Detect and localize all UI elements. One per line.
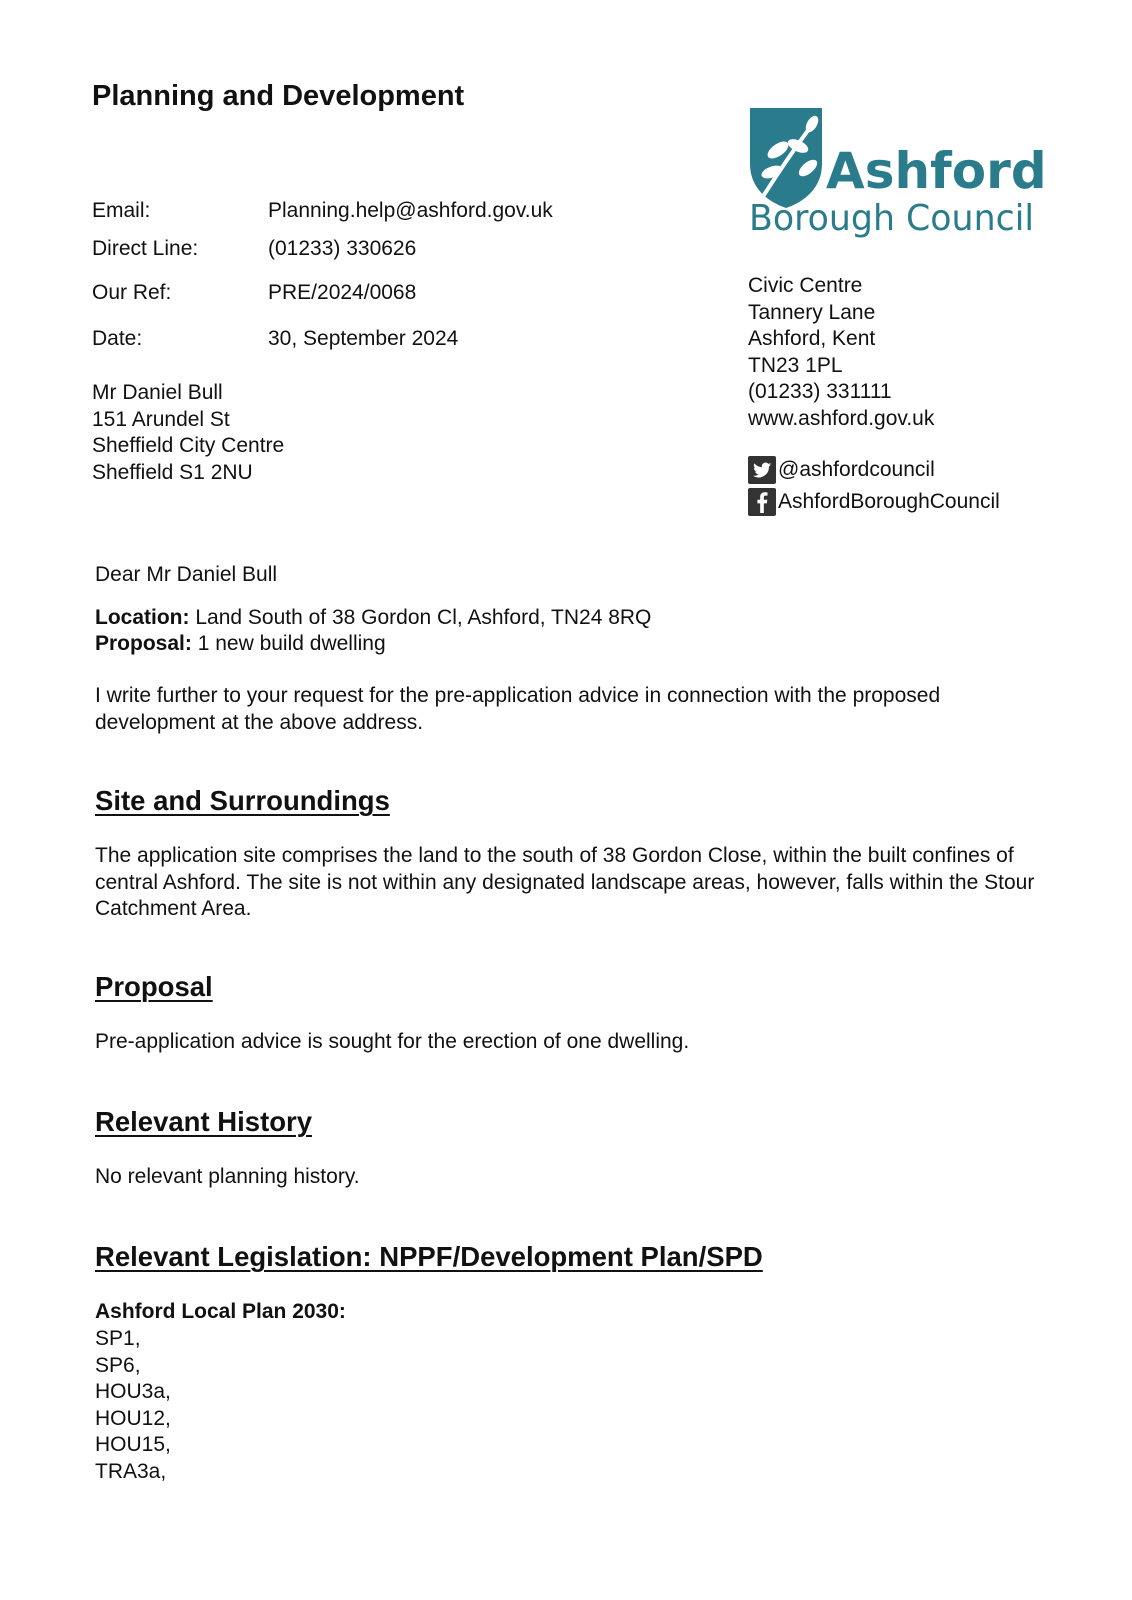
meta-row-date: [92, 327, 652, 355]
meta-value-direct-line: (01233) 330626: [268, 237, 417, 260]
site-heading: Site and Surroundings: [95, 785, 390, 816]
twitter-handle-text: @ashfordcouncil: [778, 458, 935, 481]
meta-label: Direct Line:: [92, 237, 199, 260]
local-plan-title-text: Ashford Local Plan 2030:: [95, 1300, 346, 1323]
council-phone: (01233) 331111: [748, 380, 892, 403]
policy-item: HOU12,: [95, 1406, 171, 1430]
council-address-line: Tannery Lane: [748, 300, 876, 324]
meta-value-date: 30, September 2024: [268, 327, 459, 350]
meta-label: Our Ref:: [92, 281, 172, 304]
policy-item: HOU3a,: [95, 1380, 171, 1403]
council-address-line: Civic Centre: [748, 274, 863, 297]
facebook-handle-text: AshfordBoroughCouncil: [778, 490, 1000, 513]
meta-label: Date:: [92, 327, 143, 350]
policy-item: HOU15,: [95, 1433, 171, 1456]
location-label: Location:: [95, 606, 190, 629]
salutation: Dear Mr Daniel Bull: [95, 563, 278, 586]
intro-paragraph: I write further to your request for the pre-application advice in connection with the proposed development at the above address.: [95, 684, 941, 734]
twitter-handle: [748, 456, 935, 484]
history-heading: Relevant History: [95, 1106, 313, 1137]
twitter-icon: [748, 456, 776, 484]
department-title: Planning and Development: [92, 80, 465, 112]
recipient-line: Sheffield City Centre: [92, 434, 285, 457]
recipient-line: Sheffield S1 2NU: [92, 460, 253, 484]
council-postcode: TN23 1PL: [748, 353, 843, 377]
meta-value-email: Planning.help@ashford.gov.uk: [268, 199, 553, 222]
history-paragraph: No relevant planning history.: [95, 1165, 360, 1188]
local-plan-title: [95, 1299, 1055, 1326]
policy-item: SP1,: [95, 1327, 141, 1350]
legislation-heading: Relevant Legislation: NPPF/Development Plan/SPD: [95, 1241, 763, 1272]
proposal-value: 1 new build dwelling: [197, 632, 386, 655]
meta-label: Email:: [92, 199, 151, 222]
recipient-line: Mr Daniel Bull: [92, 381, 223, 404]
proposal-label: Proposal:: [95, 632, 192, 655]
location-line: [95, 605, 1055, 632]
meta-row-email: [92, 199, 652, 227]
council-address: [748, 273, 934, 432]
proposal-heading: Proposal: [95, 971, 213, 1002]
council-address-line: Ashford, Kent: [748, 327, 876, 350]
logo-wordmark-ashford: Ashford: [826, 142, 1047, 200]
policy-item: TRA3a,: [95, 1459, 167, 1483]
ashford-borough-council-logo: [748, 106, 1048, 246]
site-paragraph: The application site comprises the land to the south of 38 Gordon Close, within the built confines of central Ashford. The site is not within any designated landscape areas, however, falls within the Stour Catchment Area.: [95, 844, 1035, 920]
proposal-line: [95, 631, 1055, 658]
recipient-line: 151 Arundel St: [92, 407, 230, 431]
recipient-address: [92, 380, 284, 486]
meta-value-our-ref: PRE/2024/0068: [268, 281, 417, 304]
council-website: www.ashford.gov.uk: [748, 406, 935, 430]
proposal-paragraph: Pre-application advice is sought for the erection of one dwelling.: [95, 1030, 690, 1053]
location-value: Land South of 38 Gordon Cl, Ashford, TN24 8RQ: [195, 606, 652, 629]
facebook-handle: [748, 488, 1000, 516]
meta-row-direct-line: [92, 237, 652, 265]
logo-wordmark-borough-council: Borough Council: [749, 198, 1034, 239]
policy-item: SP6,: [95, 1353, 141, 1377]
meta-row-our-ref: [92, 281, 652, 309]
policy-list: [95, 1326, 171, 1485]
facebook-icon: [748, 488, 776, 516]
